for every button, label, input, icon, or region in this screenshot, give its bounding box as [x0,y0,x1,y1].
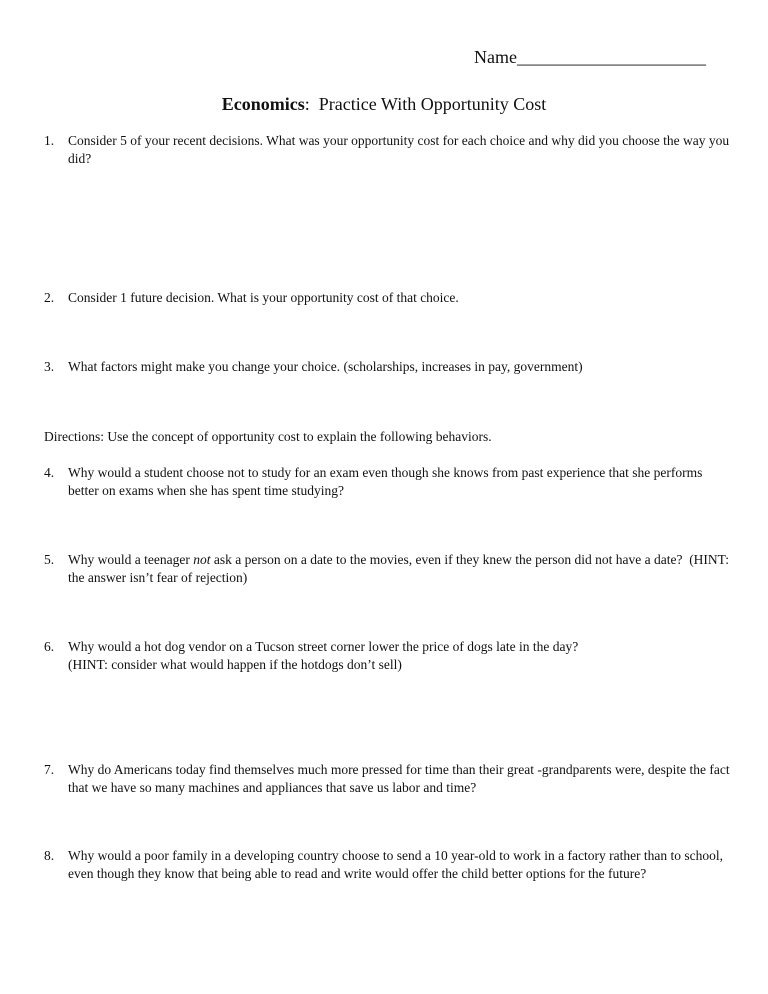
question-text [68,551,734,587]
name-field-label: Name_____________________ [474,47,706,67]
question-number: 8. [44,848,55,863]
page-title [0,93,768,115]
question-text: Why do Americans today find themselves much more pressed for time than their great -grandparents were, despite the fact that we have so many machines and appliances that save us labor and time? [68,762,730,795]
question-hint: (HINT: consider what would happen if the hotdogs don’t sell) [68,657,402,672]
title-separator: : [304,94,310,114]
question-text [68,638,734,674]
question-1 [44,132,734,168]
question-number: 7. [44,762,55,777]
question-number: 2. [44,290,55,305]
question-6 [44,638,734,674]
question-number: 3. [44,359,55,374]
question-text: Consider 1 future decision. What is your opportunity cost of that choice. [68,290,459,305]
question-text-before: Why would a teenager [68,552,194,567]
question-text: What factors might make you change your choice. (scholarships, increases in pay, government) [68,359,583,374]
question-text: Why would a poor family in a developing country choose to send a 10 year-old to work in a factory rather than to school, even though they know that being able to read and write would offer the child better options for the future? [68,848,724,881]
question-3 [44,358,734,376]
question-2 [44,289,734,307]
question-number: 5. [44,552,55,567]
question-8 [44,847,734,883]
question-number: 6. [44,639,55,654]
question-number: 1. [44,133,55,148]
question-text: Consider 5 of your recent decisions. What was your opportunity cost for each choice and why did you choose the way you did? [68,133,730,166]
question-text-line-1: Why would a hot dog vendor on a Tucson street corner lower the price of dogs late in the day? [68,639,579,654]
question-text: Why would a student choose not to study for an exam even though she knows from past experience that she performs better on exams when she has spent time studying? [68,465,703,498]
question-text-after: ask a person on a date to the movies, even if they knew the person did not have a date? (HINT: the answer isn’t fear of rejection) [68,552,733,585]
question-emphasis: not [193,552,211,567]
question-4 [44,464,734,500]
directions-text: Directions: Use the concept of opportunity cost to explain the following behaviors. [44,429,492,444]
question-7 [44,761,734,797]
question-number: 4. [44,465,55,480]
title-rest: Practice With Opportunity Cost [309,94,547,114]
title-subject: Economics [221,94,305,114]
question-5 [44,551,734,587]
